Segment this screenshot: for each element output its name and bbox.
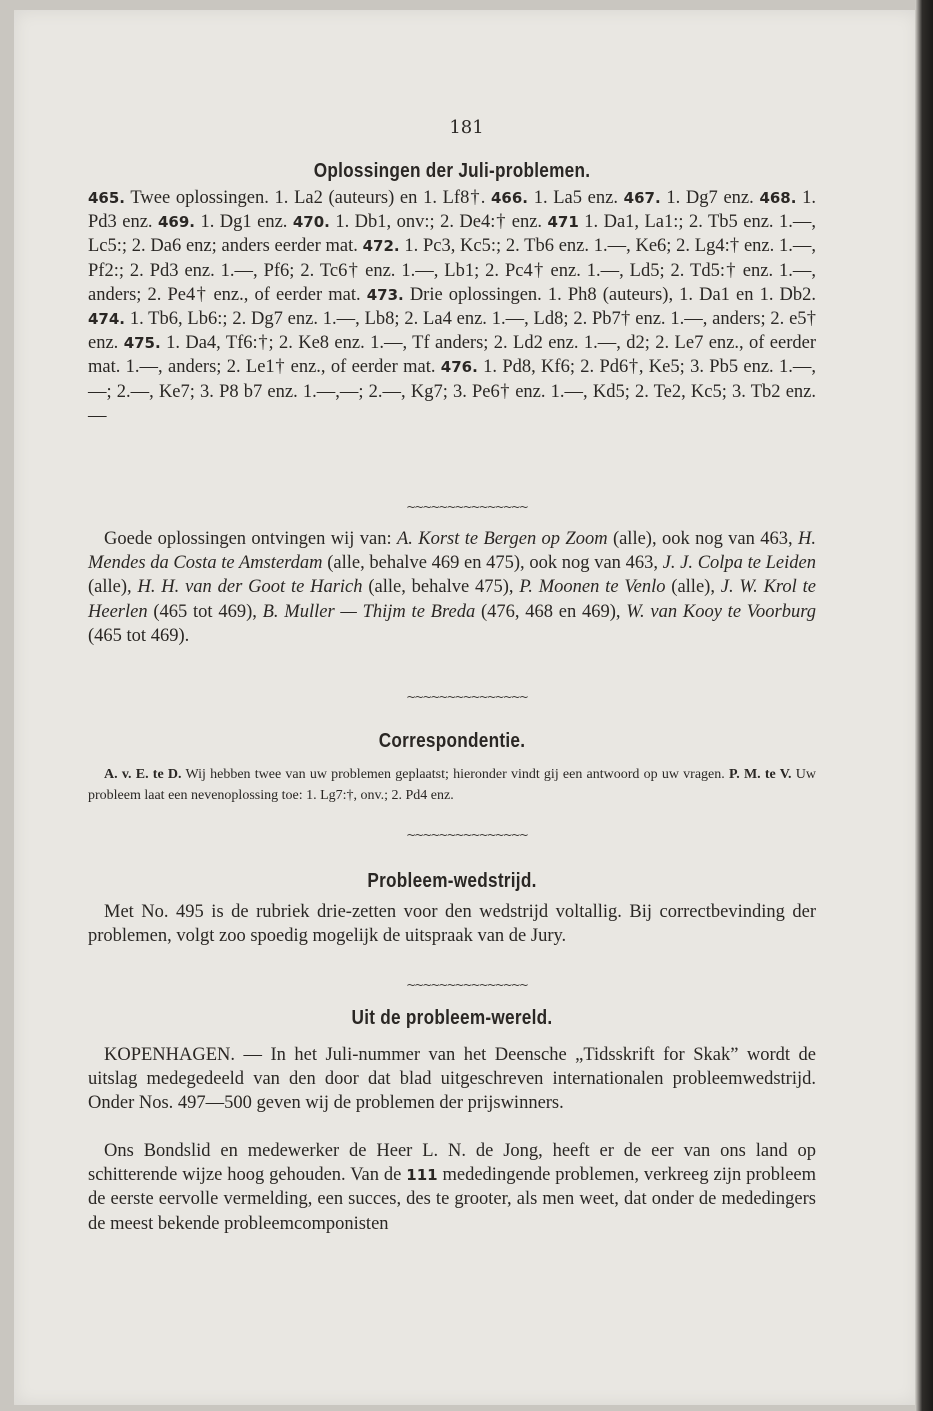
text-run: (alle, behalve 469 en 475), ook nog van 463, [322, 553, 663, 574]
text-run: 1. Da1, La1:; 2. Tb5 enz. 1.—, Lc5:; 2. Da6 enz; anders eerder mat. [88, 212, 816, 257]
text-run: 1. Dg7 enz. [660, 188, 760, 208]
text-run: (alle), ook nog van 463, [607, 529, 798, 549]
bold-ref: 465. [88, 189, 126, 207]
text-run: 1. Dg1 enz. [195, 212, 293, 233]
solver-name: J. W. Krol te Heerlen [88, 577, 816, 622]
section-title-wedstrijd: Probleem-wedstrijd. [367, 870, 537, 892]
text-run: Ons Bondslid en medewerker de Heer L. N. de Jong, heeft er de eer van ons land op schitterende wijze hoog gehouden. Van de [88, 1141, 816, 1186]
text-run: Wij hebben twee van uw problemen geplaatst; hieronder vindt gij een antwoord op uw vragen. [181, 767, 729, 782]
bold-ref: 467. [623, 189, 661, 207]
bold-ref: 472. [362, 237, 400, 256]
text-run: 1. Pc3, Kc5:; 2. Tb6 enz. 1.—, Ke6; 2. Lg4:† enz. 1.—, Pf2:; 2. Pd3 enz. 1.—, Pf6; 2. Tc6† enz. 1.—, Lb1; 2. Pc4† enz. 1.—, Ld5; 2. Td5:† enz. 1.—, anders; 2. Pe4† enz., of eerder mat. [88, 236, 816, 305]
separator-2: ~~~~~~~~~~~~~~~ [406, 690, 527, 704]
solver-name: B. Muller — Thijm te Breda [262, 601, 476, 622]
section-title-juli: Oplossingen der Juli-problemen. [313, 160, 591, 182]
text-run: mededingende problemen, verkreeg zijn probleem de eerste eervolle vermelding, een succes, des te grooter, als men weet, dat onder de mededingers de meest bekende probleemcomponisten [88, 1165, 817, 1234]
section-title-correspondentie: Correspondentie. [378, 730, 526, 752]
section-title-uit: Uit de probleem-wereld. [351, 1007, 553, 1029]
text-run: (465 tot 469), [147, 601, 263, 622]
solver-name: A. Korst te Bergen op Zoom [396, 529, 608, 549]
text-run: 1. Pd8, Kf6; 2. Pd6†, Ke5; 3. Pb5 enz. 1.—,—; 2.—, Ke7; 3. P8 b7 enz. 1.—,—; 2.—, Kg7; 3. Pe6† enz. 1.—, Kd5; 2. Te2, Kc5; 3. Tb2 enz. — [88, 357, 816, 426]
bold-ref: 474. [88, 310, 126, 329]
separator-4: ~~~~~~~~~~~~~~~ [406, 978, 527, 992]
text-run: Twee oplossingen. 1. La2 (auteurs) en 1. Lf8†. [125, 188, 491, 208]
text-run: Uw probleem laat een nevenoplossing toe: 1. Lg7:†, onv.; 2. Pd4 enz. [88, 767, 816, 803]
book-edge-shadow [915, 0, 933, 1411]
bold-ref: 469. [158, 213, 196, 232]
text-run: Goede oplossingen ontvingen wij van: [104, 529, 397, 549]
bold-ref: 466. [491, 189, 529, 207]
bold-ref: 111 [406, 1166, 438, 1185]
separator-1: ~~~~~~~~~~~~~~~ [406, 500, 527, 514]
text-run: (alle, behalve 475), [362, 577, 520, 598]
solver-name: W. van Kooy te Voorburg [626, 601, 816, 622]
text-run: 1. Tb6, Lb6:; 2. Dg7 enz. 1.—, Lb8; 2. La4 enz. 1.—, Ld8; 2. Pb7† enz. 1.—, anders; 2. e5† enz. [88, 309, 816, 354]
bold-ref: A. v. E. te D. [104, 767, 182, 782]
juli-solutions-text [88, 186, 816, 428]
good-solutions-text [88, 527, 816, 648]
bondslid-paragraph [88, 1139, 816, 1236]
text-run: 1. Pd3 enz. [88, 188, 817, 233]
separator-3: ~~~~~~~~~~~~~~~ [406, 828, 527, 842]
text-run: (alle), [665, 577, 721, 598]
text-run: 1. La5 enz. [528, 188, 624, 208]
kopenhagen-paragraph: KOPENHAGEN. — In het Juli-nummer van het Deensche „Tidsskrift for Skak” wordt de uitslag medegedeeld van den door dat blad uitgeschreven internationalen probleemwedstrijd. Onder Nos. 497—500 geven wij de problemen der prijswinners. [88, 1045, 816, 1114]
text-run: (476, 468 en 469), [475, 601, 627, 622]
bold-ref: 468. [759, 189, 797, 207]
wedstrijd-text: Met No. 495 is de rubriek drie-zetten voor den wedstrijd voltallig. Bij correctbevinding der problemen, volgt zoo spoedig mogelijk de uitspraak van de Jury. [88, 902, 816, 947]
text-run: 1. Db1, onv:; 2. De4:† enz. [329, 212, 548, 233]
text-run: (465 tot 469). [88, 625, 190, 646]
page-number: 181 [449, 117, 484, 138]
text-run: (alle), [88, 577, 138, 598]
solver-name: P. Moonen te Venlo [519, 577, 666, 598]
solver-name: H. Mendes da Costa te Amsterdam [88, 529, 816, 574]
text-run: Drie oplossingen. 1. Ph8 (auteurs), 1. Da1 en 1. Db2. [403, 284, 817, 305]
bold-ref: 473. [366, 285, 404, 304]
text-run: 1. Da4, Tf6:†; 2. Ke8 enz. 1.—, Tf anders; 2. Ld2 enz. 1.—, d2; 2. Le7 enz., of eerder mat. 1.—, anders; 2. Le1† enz., of eerder mat. [88, 333, 816, 378]
bold-ref: P. M. te V. [728, 767, 792, 782]
bold-ref: 476. [440, 358, 478, 377]
bold-ref: 471 [547, 213, 579, 232]
solver-name: J. J. Colpa te Leiden [662, 553, 816, 574]
correspondence-text [88, 764, 816, 806]
solver-name: H. H. van der Goot te Harich [137, 577, 363, 598]
bold-ref: 475. [123, 334, 161, 353]
bold-ref: 470. [292, 213, 330, 232]
